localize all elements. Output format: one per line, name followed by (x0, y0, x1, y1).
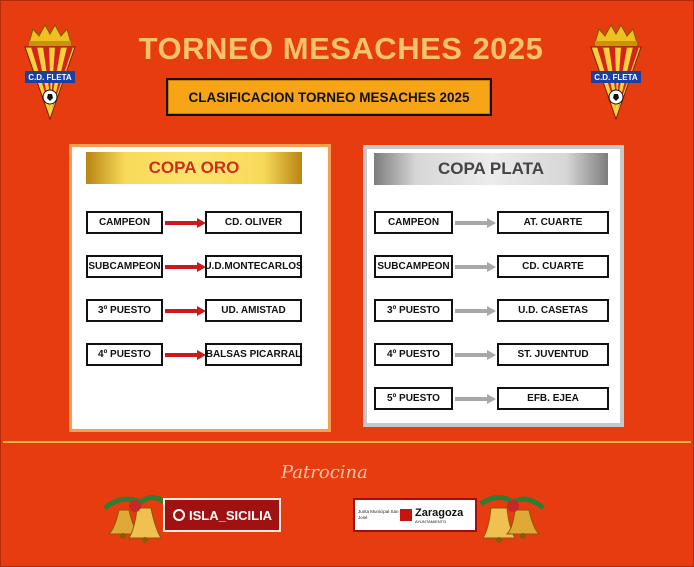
plata-team-2: CD. CUARTE (497, 255, 609, 278)
zaragoza-logo-icon (400, 509, 412, 521)
copa-oro-panel (69, 144, 331, 432)
plata-place-1: CAMPEON (374, 211, 453, 234)
plata-team-5: EFB. EJEA (497, 387, 609, 410)
oro-arrow-right-icon (165, 262, 206, 272)
svg-text:C.D. FLETA: C.D. FLETA (28, 73, 72, 82)
plata-place-3: 3º PUESTO (374, 299, 453, 322)
oro-team-1: CD. OLIVER (205, 211, 302, 234)
oro-arrow-right-icon (165, 350, 206, 360)
copa-oro-banner (86, 152, 302, 184)
svg-text:C.D. FLETA: C.D. FLETA (594, 73, 638, 82)
oro-place-1: CAMPEON (86, 211, 163, 234)
christmas-bells-icon (101, 488, 171, 548)
oro-arrow-right-icon (165, 218, 206, 228)
copa-oro-title: COPA ORO (148, 158, 240, 177)
plata-place-4: 4º PUESTO (374, 343, 453, 366)
isla-sicilia-logo-icon (173, 509, 185, 521)
sponsor-2-tagline: AYUNTAMIENTO (415, 518, 447, 524)
sponsor-isla-sicilia[interactable] (101, 488, 289, 548)
crest-left-icon (21, 23, 79, 121)
oro-team-2: U.D.MONTECARLOS (205, 255, 302, 278)
copa-plata-panel (363, 145, 624, 427)
oro-team-3: UD. AMISTAD (205, 299, 302, 322)
page-title (121, 31, 561, 67)
zaragoza-badge (353, 498, 477, 532)
oro-arrow-right-icon (165, 306, 206, 316)
oro-place-4: 4º PUESTO (86, 343, 163, 366)
subtitle-banner (166, 78, 492, 116)
plata-place-2: SUBCAMPEON (374, 255, 453, 278)
sponsor-2-name-text: Zaragoza (415, 506, 464, 519)
plata-arrow-right-icon (455, 394, 496, 404)
plata-arrow-right-icon (455, 350, 496, 360)
subtitle-text: CLASIFICACION TORNEO MESACHES 2025 (188, 89, 470, 105)
sponsor-2-name (415, 507, 463, 524)
copa-plata-banner (374, 153, 608, 185)
plata-team-4: ST. JUVENTUD (497, 343, 609, 366)
title-year: 2025 (472, 31, 544, 66)
sponsor-2-subtext: Junta Municipal San José (358, 509, 399, 520)
plata-arrow-right-icon (455, 262, 496, 272)
divider (3, 441, 691, 443)
plata-arrow-right-icon (455, 306, 496, 316)
oro-place-2: SUBCAMPEON (86, 255, 163, 278)
christmas-bells-icon (477, 488, 547, 548)
plata-team-1: AT. CUARTE (497, 211, 609, 234)
sponsor-1-name: ISLA_SICILIA (189, 507, 273, 523)
isla-sicilia-badge (163, 498, 281, 532)
crest-right-icon (587, 23, 645, 121)
oro-team-4: BALSAS PICARRAL (205, 343, 302, 366)
plata-arrow-right-icon (455, 218, 496, 228)
title-text: TORNEO MESACHES (138, 31, 463, 66)
plata-team-3: U.D. CASETAS (497, 299, 609, 322)
oro-place-3: 3º PUESTO (86, 299, 163, 322)
sponsor-zaragoza[interactable] (349, 488, 547, 548)
sponsors-heading: Patrocina (281, 462, 368, 483)
plata-place-5: 5º PUESTO (374, 387, 453, 410)
copa-plata-title: COPA PLATA (437, 159, 545, 178)
